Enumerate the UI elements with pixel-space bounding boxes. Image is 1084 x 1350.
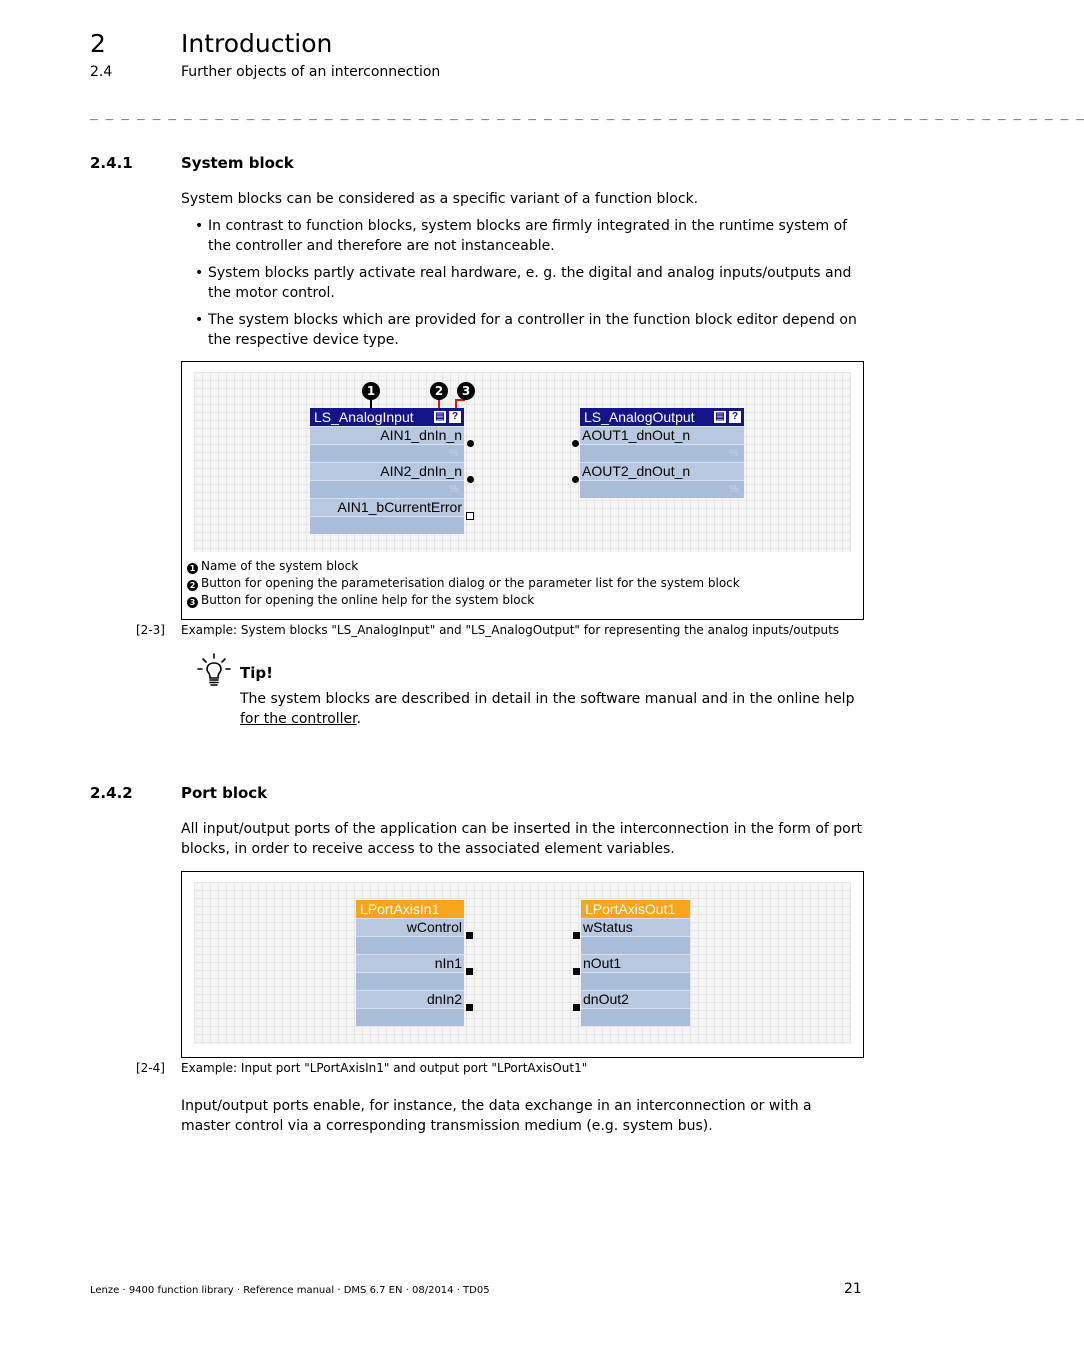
subsection-number-241: 2.4.1 xyxy=(90,154,133,172)
tip-text-body: The system blocks are described in detail in the software manual and in the online help xyxy=(240,691,855,707)
block-port-row xyxy=(356,936,464,954)
port-label: AIN1_dnIn_n xyxy=(380,427,462,443)
callout-3: 3 xyxy=(457,382,475,400)
legend-item-2 xyxy=(187,575,740,592)
legend-marker: 2 xyxy=(187,580,198,591)
figure-number: [2-4] xyxy=(136,1061,165,1075)
block-header xyxy=(580,408,744,426)
port-label: nIn1 xyxy=(434,955,462,971)
port-label: AIN2_dnIn_n xyxy=(380,463,462,479)
list-item xyxy=(181,311,863,350)
section-number: 2.4 xyxy=(90,64,113,80)
system-block-analog-input[interactable] xyxy=(310,408,464,534)
legend-text: Name of the system block xyxy=(201,559,359,573)
percent-mark: % xyxy=(449,484,458,495)
list-item xyxy=(181,264,863,303)
input-pin[interactable] xyxy=(572,476,579,483)
block-port-row xyxy=(580,444,744,462)
bullet-marker: • xyxy=(195,312,204,328)
output-pin[interactable] xyxy=(466,1004,473,1011)
block-port-row xyxy=(581,1008,690,1026)
callout-1: 1 xyxy=(362,382,380,400)
block-port-row xyxy=(310,444,464,462)
block-port-row xyxy=(356,954,464,972)
block-port-row xyxy=(581,954,690,972)
output-pin[interactable] xyxy=(466,932,473,939)
block-name: LPortAxisOut1 xyxy=(585,901,676,917)
chapter-number: 2 xyxy=(90,29,106,58)
tip-title: Tip! xyxy=(240,664,273,682)
output-pin[interactable] xyxy=(466,968,473,975)
input-pin[interactable] xyxy=(573,968,580,975)
percent-mark: % xyxy=(729,484,738,495)
lightbulb-icon xyxy=(196,652,232,688)
legend-text: Button for opening the parameterisation dialog or the parameter list for the system block xyxy=(201,576,740,590)
port-block-header xyxy=(356,900,464,918)
editor-grid xyxy=(194,372,851,552)
port-block-output[interactable] xyxy=(581,900,690,1026)
bullet-marker: • xyxy=(195,265,204,281)
header-separator: _ _ _ _ _ _ _ _ _ _ _ _ _ _ _ _ _ _ _ _ _ _ _ _ _ _ _ _ _ _ _ _ _ _ _ _ _ _ _ _ _ _ _ _ _ _ _ _ _ _ _ _ _ _ _ _ _ _ _ _ _ _ _ _ xyxy=(90,106,1084,121)
parameter-list-button[interactable]: ▤ xyxy=(713,410,727,424)
subsection-title-port-block: Port block xyxy=(181,784,268,802)
legend-marker: 3 xyxy=(187,597,198,608)
block-port-row xyxy=(310,426,464,444)
port-block-input[interactable] xyxy=(356,900,464,1026)
output-pin[interactable] xyxy=(467,476,474,483)
port-block-header xyxy=(581,900,690,918)
block-port-row xyxy=(356,918,464,936)
system-block-analog-output[interactable] xyxy=(580,408,744,498)
page-number: 21 xyxy=(844,1281,862,1297)
system-block-intro: System blocks can be considered as a specific variant of a function block. xyxy=(181,191,699,207)
block-header xyxy=(310,408,464,426)
percent-mark: % xyxy=(729,448,738,459)
port-block-closing: Input/output ports enable, for instance, the data exchange in an interconnection or with a master control via a corresponding transmission medium (e.g. system bus). xyxy=(181,1098,812,1134)
block-port-row xyxy=(581,990,690,1008)
output-pin[interactable] xyxy=(467,440,474,447)
input-pin[interactable] xyxy=(573,1004,580,1011)
figure-caption: Example: System blocks "LS_AnalogInput" and "LS_AnalogOutput" for representing the analog inputs/outputs xyxy=(181,623,840,637)
output-pin-bool[interactable] xyxy=(466,512,474,520)
block-name: LS_AnalogInput xyxy=(314,409,414,425)
block-port-row xyxy=(580,462,744,480)
block-port-row xyxy=(356,990,464,1008)
help-button[interactable]: ? xyxy=(728,410,742,424)
subsection-number-242: 2.4.2 xyxy=(90,784,133,802)
block-port-row xyxy=(581,918,690,936)
block-port-row xyxy=(356,1008,464,1026)
block-port-row xyxy=(356,972,464,990)
legend-text: Button for opening the online help for the system block xyxy=(201,593,535,607)
port-label: wControl xyxy=(406,919,462,935)
port-label: AIN1_bCurrentError xyxy=(337,499,462,515)
footer-text: Lenze · 9400 function library · Reference manual · DMS 6.7 EN · 08/2014 · TD05 xyxy=(90,1285,490,1296)
tip-text-end: . xyxy=(356,710,362,727)
block-port-row xyxy=(581,936,690,954)
block-port-row xyxy=(310,498,464,516)
block-port-row xyxy=(310,480,464,498)
list-item xyxy=(181,217,863,256)
bullet-text: In contrast to function blocks, system blocks are firmly integrated in the runtime system of the controller and therefore are not instanceable. xyxy=(208,218,848,254)
figure-number: [2-3] xyxy=(136,623,165,637)
block-port-row xyxy=(310,516,464,534)
block-port-row xyxy=(580,426,744,444)
block-name: LS_AnalogOutput xyxy=(584,409,695,425)
port-block-intro: All input/output ports of the application can be inserted in the interconnection in the form of port blocks, in order to receive access to the associated element variables. xyxy=(181,821,862,857)
legend-item-3 xyxy=(187,592,534,609)
editor-grid xyxy=(194,882,851,1044)
help-button[interactable]: ? xyxy=(448,410,462,424)
legend-marker: 1 xyxy=(187,563,198,574)
system-block-bullets xyxy=(181,217,863,358)
callout-2: 2 xyxy=(430,382,448,400)
tip-link[interactable]: for the controller xyxy=(240,710,357,727)
input-pin[interactable] xyxy=(573,932,580,939)
port-label: wStatus xyxy=(583,919,633,935)
percent-mark: % xyxy=(449,448,458,459)
block-port-row xyxy=(580,480,744,498)
bullet-text: The system blocks which are provided for a controller in the function block editor depend on the respective device type. xyxy=(208,312,857,348)
block-port-row xyxy=(310,462,464,480)
parameter-list-button[interactable]: ▤ xyxy=(433,410,447,424)
bullet-text: System blocks partly activate real hardware, e. g. the digital and analog inputs/outputs and the motor control. xyxy=(208,265,852,301)
block-name: LPortAxisIn1 xyxy=(360,901,440,917)
port-label: AOUT1_dnOut_n xyxy=(582,427,691,443)
section-title: Further objects of an interconnection xyxy=(181,64,441,80)
chapter-title: Introduction xyxy=(181,29,333,58)
legend-item-1 xyxy=(187,558,358,575)
port-label: nOut1 xyxy=(583,955,622,971)
figure-caption: Example: Input port "LPortAxisIn1" and output port "LPortAxisOut1" xyxy=(181,1061,588,1075)
port-label: dnOut2 xyxy=(583,991,629,1007)
subsection-title-system-block: System block xyxy=(181,154,294,172)
input-pin[interactable] xyxy=(572,440,579,447)
bullet-marker: • xyxy=(195,218,204,234)
block-port-row xyxy=(581,972,690,990)
port-label: AOUT2_dnOut_n xyxy=(582,463,691,479)
port-label: dnIn2 xyxy=(426,991,462,1007)
tip-text xyxy=(240,690,864,729)
